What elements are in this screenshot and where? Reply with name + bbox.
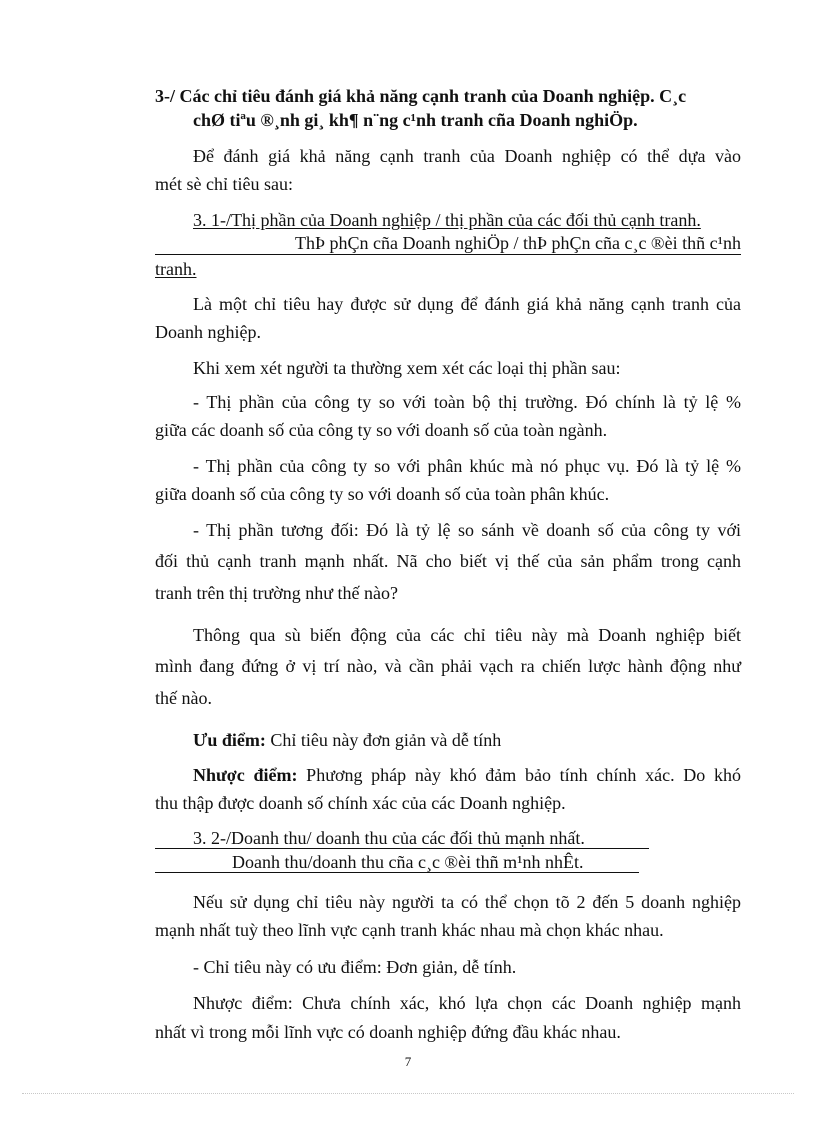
page-number: 7: [404, 1054, 412, 1069]
paragraph: nhất vì trong mỗi lĩnh vực có doanh nghiệp đứng đầu khác nhau.: [155, 1022, 621, 1042]
paragraph: mạnh nhất tuỳ theo lĩnh vực cạnh tranh khác nhau mà chọn khác nhau.: [155, 920, 664, 940]
bullet-item: đối thủ cạnh tranh mạnh nhất. Nã cho biết vị thế của sản phẩm trong cạnh: [155, 551, 741, 571]
bullet-item: - Thị phần của công ty so với phân khúc mà nó phục vụ. Đó là tỷ lệ %: [193, 456, 741, 476]
bullet-item: tranh trên thị trường như thế nào?: [155, 583, 398, 603]
subsection-heading-3-1: 3. 1-/Thị phần của Doanh nghiệp / thị phần của các đối thủ cạnh tranh.: [193, 210, 701, 230]
advantage-text: Chỉ tiêu này đơn giản và dễ tính: [265, 730, 502, 750]
advantage-label: Ưu điểm:: [193, 730, 266, 750]
disadvantage-text: Phương pháp này khó đảm bảo tính chính xác. Do khó: [297, 765, 741, 785]
bullet-item: giữa các doanh số của công ty so với doanh số của toàn ngành.: [155, 420, 608, 440]
paragraph: Thông qua sù biến động của các chỉ tiêu này mà Doanh nghiệp biết: [193, 625, 741, 645]
paragraph: Doanh nghiệp.: [155, 322, 261, 342]
paragraph: Là một chỉ tiêu hay được sử dụng để đánh giá khả năng cạnh tranh của: [193, 294, 741, 314]
paragraph: Nếu sử dụng chỉ tiêu này người ta có thể chọn tõ 2 đến 5 doanh nghiệp: [193, 892, 741, 912]
intro-paragraph: Để đánh giá khả năng cạnh tranh của Doanh nghiệp có thể dựa vào: [193, 146, 741, 166]
subsection-heading-3-2: 3. 2-/Doanh thu/ doanh thu của các đối thủ mạnh nhất.: [155, 827, 649, 849]
subsection-heading-3-2-garbled: Doanh thu/doanh thu cña c¸c ®èi thñ m¹nh nhÊt.: [155, 851, 639, 873]
paragraph: thế nào.: [155, 688, 212, 708]
disadvantage-label: Nhược điểm:: [193, 765, 298, 785]
subsection-heading-3-1-cont: tranh.: [155, 259, 197, 279]
bullet-item: giữa doanh số của công ty so với doanh số của toàn phân khúc.: [155, 484, 610, 504]
bullet-item: - Thị phần tương đối: Đó là tỷ lệ so sánh về doanh số của công ty với: [193, 520, 741, 540]
section-heading: 3-/ Các chỉ tiêu đánh giá khả năng cạnh tranh của Doanh nghiệp. C¸c: [155, 86, 687, 106]
subsection-heading-3-1-garbled: ThÞ phÇn cña Doanh nghiÖp / thÞ phÇn cña c¸c ®èi thñ c¹nh: [155, 232, 741, 255]
intro-paragraph: mét sè chỉ tiêu sau:: [155, 174, 293, 194]
bullet-item: - Thị phần của công ty so với toàn bộ thị trường. Đó chính là tỷ lệ %: [193, 392, 741, 412]
paragraph: Khi xem xét người ta thường xem xét các loại thị phần sau:: [193, 358, 621, 378]
section-heading-garbled: chØ tiªu ®¸nh gi¸ kh¶ n¨ng c¹nh tranh cña Doanh nghiÖp.: [193, 110, 638, 130]
page-bottom-divider: [22, 1093, 794, 1094]
paragraph: Nhược điểm: Chưa chính xác, khó lựa chọn các Doanh nghiệp mạnh: [193, 993, 741, 1013]
advantage-line: [155, 728, 741, 752]
paragraph: mình đang đứng ở vị trí nào, và cần phải vạch ra chiến lược hành động như: [155, 656, 741, 676]
paragraph: - Chỉ tiêu này có ưu điểm: Đơn giản, dễ tính.: [193, 957, 517, 977]
disadvantage-line: thu thập được doanh số chính xác của các Doanh nghiệp.: [155, 793, 566, 813]
disadvantage-line: [155, 763, 741, 787]
